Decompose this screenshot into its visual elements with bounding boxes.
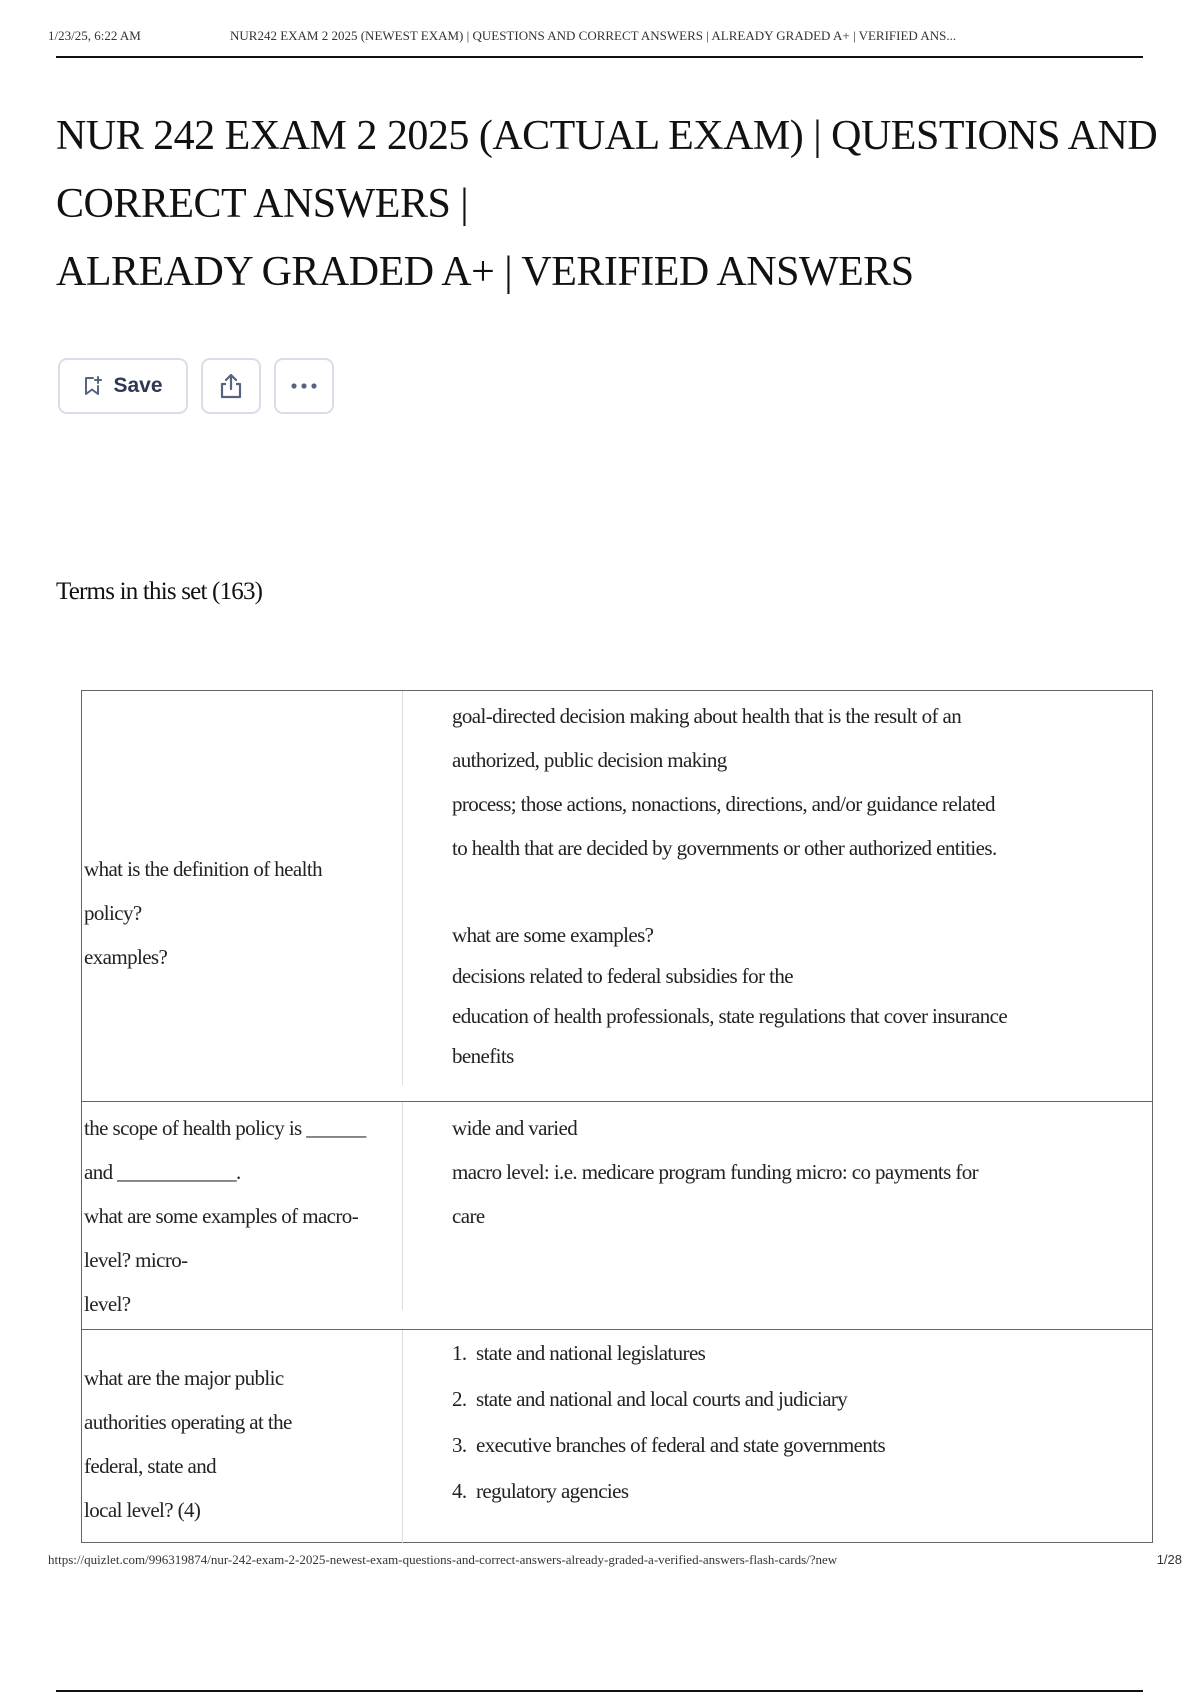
definition-text	[452, 1106, 1142, 1238]
term-text	[84, 1106, 400, 1326]
page-title	[56, 102, 1158, 306]
term-line: authorities operating at the	[84, 1410, 292, 1434]
definition-line: authorized, public decision making	[452, 748, 727, 772]
term-line: federal, state and	[84, 1454, 217, 1478]
term-line: and ____________.	[84, 1160, 241, 1184]
definition-list-item	[452, 1376, 1142, 1422]
card-column-divider	[402, 691, 403, 1085]
term-line: level? micro-	[84, 1248, 188, 1272]
definition-text	[452, 694, 1142, 1076]
card-column-divider	[402, 1102, 403, 1310]
definition-list-item	[452, 1422, 1142, 1468]
list-item-number: 1.	[452, 1341, 467, 1365]
term-line: what are some examples of macro-	[84, 1204, 359, 1228]
bookmark-add-icon	[83, 375, 103, 397]
definition-line	[452, 870, 1142, 914]
footer-divider	[56, 1690, 1143, 1692]
more-options-button[interactable]	[274, 358, 334, 414]
term-line: what are the major public	[84, 1366, 284, 1390]
term-line: level?	[84, 1292, 131, 1316]
print-source-url: https://quizlet.com/996319874/nur-242-exam-2-2025-newest-exam-questions-and-correct-answers-already-graded-a-verified-answers-flash-cards/?new	[48, 1552, 838, 1567]
terms-table	[81, 690, 1153, 1543]
definition-line: process; those actions, nonactions, directions, and/or guidance related	[452, 792, 995, 816]
header-divider	[56, 56, 1143, 58]
term-text	[84, 1356, 400, 1532]
card-column-divider	[402, 1330, 403, 1543]
list-item-text: executive branches of federal and state governments	[476, 1433, 886, 1457]
definition-line: care	[452, 1204, 485, 1228]
definition-line: benefits	[452, 1044, 514, 1068]
term-line: examples?	[84, 945, 168, 969]
term-line: the scope of health policy is ______	[84, 1116, 366, 1140]
term-card	[82, 1329, 1152, 1542]
term-card	[82, 1101, 1152, 1329]
term-line: what is the definition of health	[84, 857, 322, 881]
list-item-text: state and national and local courts and judiciary	[476, 1387, 848, 1411]
term-card	[82, 691, 1152, 1101]
share-button[interactable]	[201, 358, 261, 414]
definition-list	[452, 1330, 1142, 1514]
definition-line: macro level: i.e. medicare program funding micro: co payments for	[452, 1160, 979, 1184]
list-item-number: 3.	[452, 1433, 467, 1457]
definition-line: what are some examples?	[452, 923, 654, 947]
term-line: policy?	[84, 901, 142, 925]
print-document-title: NUR242 EXAM 2 2025 (NEWEST EXAM) | QUESTIONS AND CORRECT ANSWERS | ALREADY GRADED A+ | VERIFIED ANS...	[230, 28, 957, 43]
save-button[interactable]	[58, 358, 188, 414]
definition-line: to health that are decided by governments or other authorized entities.	[452, 836, 997, 860]
definition-line: decisions related to federal subsidies for the	[452, 964, 793, 988]
list-item-text: regulatory agencies	[476, 1479, 629, 1503]
term-line: local level? (4)	[84, 1498, 201, 1522]
terms-count-heading: Terms in this set (163)	[56, 578, 263, 605]
definition-line: education of health professionals, state regulations that cover insurance	[452, 1004, 1008, 1028]
list-item-number: 4.	[452, 1479, 467, 1503]
page-title-line-3: ALREADY GRADED A+ | VERIFIED ANSWERS	[56, 249, 914, 295]
save-button-label: Save	[113, 374, 163, 397]
print-date: 1/23/25, 6:22 AM	[48, 28, 141, 43]
share-icon	[218, 372, 244, 400]
definition-text	[452, 1330, 1142, 1514]
more-horizontal-icon	[290, 382, 318, 390]
definition-line: wide and varied	[452, 1116, 578, 1140]
page-title-line-1: NUR 242 EXAM 2 2025 (ACTUAL EXAM) | QUESTIONS AND	[56, 113, 1158, 159]
page-number: 1/28	[1156, 1552, 1182, 1567]
page-title-line-2: CORRECT ANSWERS |	[56, 181, 469, 227]
definition-list-item	[452, 1468, 1142, 1514]
term-text	[84, 847, 400, 979]
list-item-number: 2.	[452, 1387, 467, 1411]
list-item-text: state and national legislatures	[476, 1341, 706, 1365]
definition-list-item	[452, 1330, 1142, 1376]
definition-line: goal-directed decision making about health that is the result of an	[452, 704, 962, 728]
